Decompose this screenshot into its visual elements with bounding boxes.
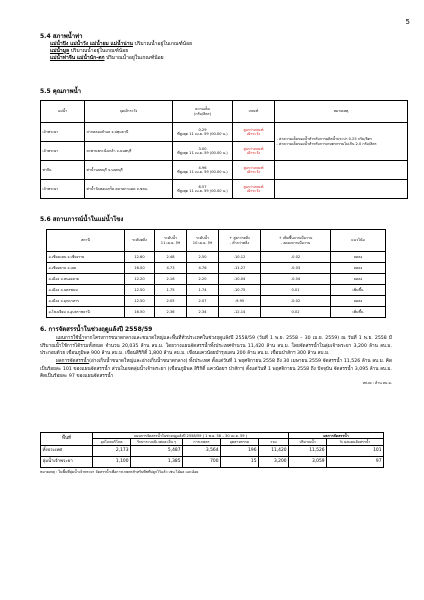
result-lead: ผลการจัดสรรน้ำ xyxy=(56,358,90,364)
value-cell: -10.75 xyxy=(219,285,261,296)
river-names: แม่น้ำท่าจีน แม่น้ำนัก-ตก xyxy=(50,54,105,61)
value-cell: 700 xyxy=(183,456,221,467)
criteria-cell xyxy=(233,161,275,180)
col-point: จุดเฝ้าระวัง xyxy=(85,101,173,123)
river-cell: เจ้าพระยา xyxy=(41,180,85,199)
station-cell: อ.เชียงแสน จ.เชียงราย xyxy=(47,252,125,263)
salinity-value: 6.57 xyxy=(198,184,207,189)
section-5-4 xyxy=(40,33,392,61)
plan-lead: แผนการใช้น้ำ xyxy=(56,336,85,342)
value-cell: 12.50 xyxy=(125,285,155,296)
station-cell: อ.เมือง จ.นครพนม xyxy=(47,285,125,296)
col-river: แม่น้ำ xyxy=(41,101,85,123)
value-cell: 2.16 xyxy=(155,274,187,285)
station-cell: อ.โขงเจียม จ.อุบลราชธานี xyxy=(47,307,125,318)
table-row xyxy=(41,123,408,142)
col-consumption: อุปโภคบริโภค xyxy=(93,439,131,445)
value-cell: 4.76 xyxy=(187,263,219,274)
value-cell: 0.01 xyxy=(261,285,331,296)
value-cell: 16.50 xyxy=(125,307,155,318)
criteria-text: เฝ้าระวัง xyxy=(247,151,260,155)
section-5-6-title: 5.6 สถานการณ์น้ำในแม่น้ำโขง xyxy=(40,216,124,223)
section-6 xyxy=(40,326,392,386)
section-6-title: 6. การจัดสรรน้ำในช่วงฤดูแล้งปี 2558/59 xyxy=(40,326,153,333)
value-cell: 101 xyxy=(327,445,384,456)
col-level-today: ระดับน้ำ 11 เม.ย. 59 xyxy=(155,230,187,252)
section-5-5-title-block xyxy=(40,88,392,96)
area-cell: ทั้งประเทศ xyxy=(41,445,93,456)
salinity-date: ที่สูงสุด 11 เม.ย. 59 (00.00 น.) xyxy=(177,132,228,136)
value-cell: 15 xyxy=(221,456,259,467)
table-row xyxy=(47,307,386,318)
col-station: สถานี xyxy=(47,230,125,252)
value-cell: 12.50 xyxy=(125,296,155,307)
value-cell: 4.73 xyxy=(155,263,187,274)
value-cell: 2.07 xyxy=(187,296,219,307)
criteria-text: เฝ้าระวัง xyxy=(247,170,260,174)
col-bank-level: ระดับตลิ่ง xyxy=(125,230,155,252)
river-cell: เจ้าพระยา xyxy=(41,142,85,161)
col-total: รวม xyxy=(259,439,289,445)
salinity-value: 4.96 xyxy=(198,165,207,170)
note-cell xyxy=(275,123,408,161)
table-row xyxy=(47,274,386,285)
col-percent: % ผลแผนจัดสรรน้ำ xyxy=(327,439,384,445)
note-text: - ค่าความเค็มของน้ำสำหรับการผลิตน้ำประปา 0.25 กรัม/ลิตร xyxy=(276,137,372,142)
col-area: พื้นที่ xyxy=(41,433,93,446)
value-cell: 2.20 xyxy=(187,274,219,285)
table-row xyxy=(41,161,408,180)
criteria-cell xyxy=(233,123,275,142)
criteria-text: สูงกว่าเกณฑ์ xyxy=(243,146,264,151)
river-names: แม่น้ำมูล xyxy=(50,47,70,54)
value-cell: ลดลง xyxy=(331,263,386,274)
water-line-3 xyxy=(40,55,392,62)
salinity-date: ที่สูงสุด 11 เม.ย. 59 (00.00 น.) xyxy=(177,151,228,155)
table-row xyxy=(41,456,384,467)
col-salinity: ความเค็ม (กรัม/ลิตร) xyxy=(173,101,233,123)
value-cell: 2.48 xyxy=(155,252,187,263)
criteria-text: สูงกว่าเกณฑ์ xyxy=(243,165,264,170)
note-cell xyxy=(275,180,408,199)
note-text: - ค่าความเค็มของน้ำสำหรับการเกษตรกรรมไม่เกิน 2.0 กรัม/ลิตร xyxy=(276,141,377,146)
footnote: หมายเหตุ : ในพื้นที่ลุ่มน้ำเจ้าพระยา จัดสรรน้ำเพื่อการเกษตรสำหรับพืชที่ปลูกไว้แล้ว เช่น ไม้ผล และอ้อย xyxy=(40,469,199,474)
table-row xyxy=(47,263,386,274)
value-cell: 12.60 xyxy=(125,252,155,263)
value-cell: 1,385 xyxy=(131,456,183,467)
salinity-value: 0.29 xyxy=(198,127,207,132)
value-cell: เพิ่มขึ้น xyxy=(331,285,386,296)
value-cell: 2.36 xyxy=(155,307,187,318)
value-cell: 196 xyxy=(221,445,259,456)
value-cell: 12.20 xyxy=(125,274,155,285)
point-cell: ท่าน้ำวัดหอมเกร็ด ตลาดกาแดด จ.ชลบ. xyxy=(85,180,173,199)
criteria-text: สูงกว่าเกณฑ์ xyxy=(243,184,264,189)
area-cell: ลุ่มน้ำเจ้าพระยา xyxy=(41,456,93,467)
table-row xyxy=(47,285,386,296)
mekong-table xyxy=(46,229,386,318)
river-names: แม่น้ำปิง แม่น้ำวัง แม่น้ำยม แม่น้ำน่าน xyxy=(50,41,133,48)
value-cell: 2,173 xyxy=(93,445,131,456)
water-quality-table xyxy=(40,100,408,199)
criteria-cell xyxy=(233,142,275,161)
value-cell: -0.03 xyxy=(261,263,331,274)
table-row xyxy=(47,252,386,263)
plan-paragraph xyxy=(40,335,392,358)
result-paragraph xyxy=(40,358,392,381)
value-cell: 3,564 xyxy=(183,445,221,456)
value-cell: ลดลง xyxy=(331,252,386,263)
value-cell: 2.34 xyxy=(187,307,219,318)
table-header-row xyxy=(41,101,408,123)
value-cell: -12.14 xyxy=(219,307,261,318)
section-5-6-title-block xyxy=(40,216,392,224)
value-cell: 3,200 xyxy=(259,456,289,467)
value-cell: -10.12 xyxy=(219,252,261,263)
page-number: 5 xyxy=(405,18,410,26)
value-cell: ลดลง xyxy=(331,296,386,307)
section-5-4-title: 5.4 สภาพน้ำท่า xyxy=(40,33,83,40)
value-cell: -11.27 xyxy=(219,263,261,274)
col-industry: อุตสาหกรรม xyxy=(221,439,259,445)
water-line-1 xyxy=(40,41,392,48)
water-line-2 xyxy=(40,48,392,55)
col-agriculture: การเกษตร xyxy=(183,439,221,445)
value-cell: 1.74 xyxy=(187,285,219,296)
criteria-text: สูงกว่าเกณฑ์ xyxy=(243,127,264,132)
value-cell: -10.04 xyxy=(219,274,261,285)
unit-label: หน่วย : ล้าน ลบ.ม. xyxy=(362,380,392,385)
river-cell: ท่าจีน xyxy=(41,161,85,180)
allocation-table xyxy=(40,432,384,475)
point-cell: สะพานพระนั่งเกล้า จ.นนทบุรี xyxy=(85,142,173,161)
value-cell: 2.05 xyxy=(155,296,187,307)
salinity-date: ที่สูงสุด 11 เม.ย. 59 (00.00 น.) xyxy=(177,170,228,174)
river-status: ปริมาณน้ำอยู่ในเกณฑ์น้อย xyxy=(132,41,193,48)
col-level-yesterday: ระดับน้ำ 10 เม.ย. 59 xyxy=(187,230,219,252)
value-cell: ลดลง xyxy=(331,274,386,285)
river-status: ปริมาณน้ำอยู่ในเกณฑ์น้อย xyxy=(69,47,129,54)
table-row xyxy=(41,445,384,456)
value-cell: -0.02 xyxy=(261,296,331,307)
plan-text: จากโครงการขนาดกลางและขนาดใหญ่และพื้นที่ทั่วประเทศในช่วงฤดูแล้งปี 2558/59 (วันที่ 1 พ.ย. 2558 – 30 เม.ย. 2559) ณ วันที่ 1 พ.ย. 2558 มีปริมาณน้ำใช้การได้รวมทั้งหมด จำนวน 20,035 ล้าน ลบ.ม. โดยวางแผนจัดสรรน้ำทั้งประเทศจำนวน 11,420 ล้าน ลบ.ม. โดยจัดสรรน้ำในลุ่มเจ้าพระยา 3,200 ล้าน ลบ.ม. ประกอบด้วย เขื่อนภูมิพล 900 ล้าน ลบ.ม. เขื่อนสิริกิติ์ 1,800 ล้าน ลบ.ม. เขื่อนแควน้อยบำรุงแดน 200 ล้าน ลบ.ม. เขื่อนป่าสักฯ 300 ล้าน ลบ.ม. xyxy=(40,336,392,357)
value-cell: -9.95 xyxy=(219,296,261,307)
criteria-text: เฝ้าระวัง xyxy=(247,132,260,136)
value-cell: 0.02 xyxy=(261,307,331,318)
value-cell: 11,420 xyxy=(259,445,289,456)
station-cell: อ.เชียงคาน จ.เลย xyxy=(47,263,125,274)
col-result: ผลการจัดสรรน้ำ xyxy=(289,433,384,439)
value-cell: 3,059 xyxy=(289,456,327,467)
col-trend: แนวโน้ม xyxy=(331,230,386,252)
river-status: ปริมาณน้ำอยู่ในเกณฑ์น้อย xyxy=(104,54,164,61)
criteria-text: เฝ้าระวัง xyxy=(247,189,260,193)
value-cell: 1.75 xyxy=(155,285,187,296)
col-note: หมายเหตุ xyxy=(275,101,408,123)
col-ecology: รักษาระบบนิเวศและอื่น ๆ xyxy=(131,439,183,445)
col-volume: ปริมาณน้ำ xyxy=(289,439,327,445)
col-diff-day: + เพิ่มขึ้นจากเมื่อวาน - ลดลงจากเมื่อวาน xyxy=(261,230,331,252)
station-cell: อ.เมือง จ.มุกดาหาร xyxy=(47,296,125,307)
table-row xyxy=(47,296,386,307)
value-cell: 1,100 xyxy=(93,456,131,467)
salinity-date: ที่สูงสุด 11 เม.ย. 59 (00.00 น.) xyxy=(177,189,228,193)
point-cell: ท่าน้ำนนทบุรี จ.นนทบุรี xyxy=(85,161,173,180)
point-cell: ปากคลองสำแล จ.ปทุมธานี xyxy=(85,123,173,142)
table-header-row xyxy=(47,230,386,252)
col-criteria: เกณฑ์ xyxy=(233,101,275,123)
value-cell: 11,526 xyxy=(289,445,327,456)
value-cell: -0.04 xyxy=(261,274,331,285)
value-cell: -0.02 xyxy=(261,252,331,263)
value-cell: 5,487 xyxy=(131,445,183,456)
col-diff-bank: + สูงกว่าตลิ่ง - ต่ำกว่าตลิ่ง xyxy=(219,230,261,252)
salinity-cell xyxy=(173,123,233,142)
salinity-cell xyxy=(173,161,233,180)
criteria-cell xyxy=(233,180,275,199)
station-cell: อ.เมือง จ.หนองคาย xyxy=(47,274,125,285)
value-cell: 97 xyxy=(327,456,384,467)
table-row xyxy=(41,180,408,199)
value-cell: 2.50 xyxy=(187,252,219,263)
value-cell: 16.00 xyxy=(125,263,155,274)
col-plan: แผนการจัดสรรน้ำในช่วงฤดูแล้งปี 2558/59 ( 1 พ.ย. 58 – 30 เม.ย. 59 ) xyxy=(93,433,289,439)
note-cell xyxy=(275,161,408,180)
section-5-5-title: 5.5 คุณภาพน้ำ xyxy=(40,88,82,95)
river-cell: เจ้าพระยา xyxy=(41,123,85,142)
value-cell: เพิ่มขึ้น xyxy=(331,307,386,318)
salinity-cell xyxy=(173,142,233,161)
salinity-value: 3.00 xyxy=(198,146,207,151)
result-text: (อ่างเก็บน้ำขนาดใหญ่และอ่างเก็บน้ำขนาดกลาง) ทั้งประเทศ ตั้งแต่วันที่ 1 พฤศจิกายน 2558 ถึง 30 เมษายน 2559 จัดสรรน้ำ 11,526 ล้าน ลบ.ม. คิดเป็นร้อยละ 101 ของแผนจัดสรรน้ำ ส่วนในเขตลุ่มน้ำเจ้าพระยา (เขื่อนภูมิพล สิริกิติ์ แควน้อยฯ ป่าสักฯ) ตั้งแต่วันที่ 1 พฤศจิกายน 2558 ถึง ปัจจุบัน จัดสรรน้ำ 3,095 ล้าน ลบ.ม. คิดเป็นร้อยละ 97 ของแผนจัดสรรน้ำ xyxy=(40,358,392,380)
salinity-cell xyxy=(173,180,233,199)
